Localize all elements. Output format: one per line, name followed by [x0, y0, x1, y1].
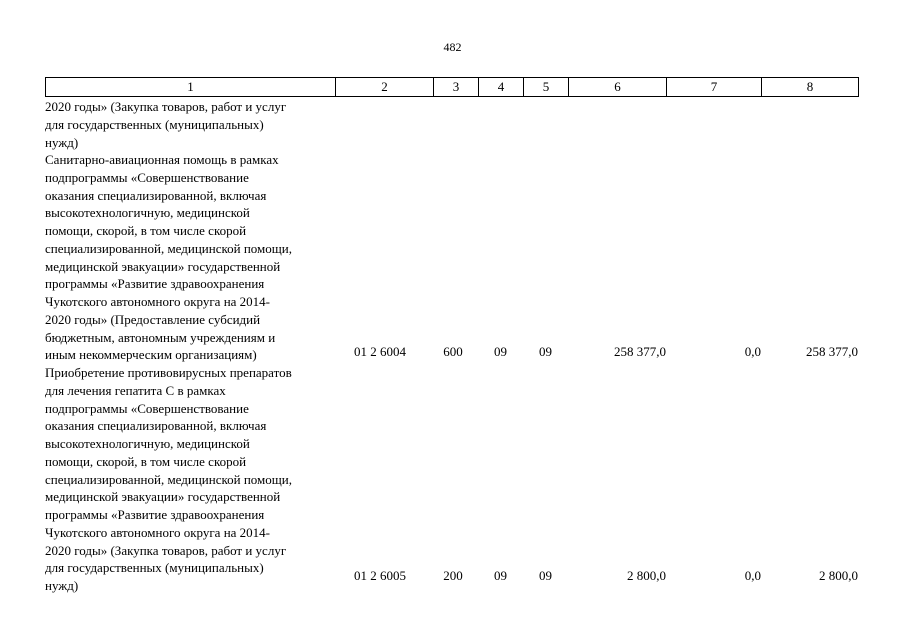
header-col-6: 6: [569, 78, 667, 97]
header-col-7: 7: [667, 78, 762, 97]
column-number-header: [45, 77, 859, 97]
header-col-5: 5: [524, 78, 569, 97]
page-number: 482: [443, 40, 462, 54]
row-col-6: 2 800,0: [627, 568, 666, 583]
row-code: 01 2 6005: [354, 568, 406, 583]
row-description: 2020 годы» (Закупка товаров, работ и услуг для государственных (муниципальных) нужд): [45, 99, 287, 150]
row-col-7: 0,0: [744, 344, 761, 359]
header-col-8: 8: [762, 78, 859, 97]
row-col-8: 258 377,0: [806, 344, 858, 359]
row-col-7: 0,0: [744, 568, 761, 583]
row-col-4: 09: [494, 344, 507, 359]
row-col-3: 200: [443, 568, 463, 583]
row-col-5: 09: [539, 344, 552, 359]
row-col-6: 258 377,0: [614, 344, 666, 359]
row-description: Санитарно-авиационная помощь в рамках подпрограммы «Совершенствование оказания специализированной, включая высокотехнологичную, медицинской помощи, скорой, в том числе скорой специализированной, медицинской помощи, медицинской эвакуации» государственной программы «Развитие здравоохранения Чукотского автономного округа на 2014- 2020 годы» (Предоставление субсидий бюджетным, автономным учреждениям и иным некоммерческим организациям): [45, 152, 292, 363]
table-row: [45, 364, 860, 596]
row-description: Приобретение противовирусных препаратов для лечения гепатита С в рамках подпрограммы «Совершенствование оказания специализированной, включая высокотехнологичную, медицинской помощи, скорой, в том числе скорой специализированной, медицинской помощи, медицинской эвакуации» государственной программы «Развитие здравоохранения Чукотского автономного округа на 2014- 2020 годы» (Закупка товаров, работ и услуг для государственных (муниципальных) нужд): [45, 365, 292, 593]
row-col-5: 09: [539, 568, 552, 583]
row-col-4: 09: [494, 568, 507, 583]
row-col-3: 600: [443, 344, 463, 359]
table-row: [45, 98, 860, 152]
header-col-1: 1: [46, 78, 336, 97]
row-col-8: 2 800,0: [819, 568, 858, 583]
header-col-3: 3: [434, 78, 479, 97]
header-col-4: 4: [479, 78, 524, 97]
header-col-2: 2: [336, 78, 434, 97]
row-code: 01 2 6004: [354, 344, 406, 359]
table-row: [45, 151, 860, 365]
